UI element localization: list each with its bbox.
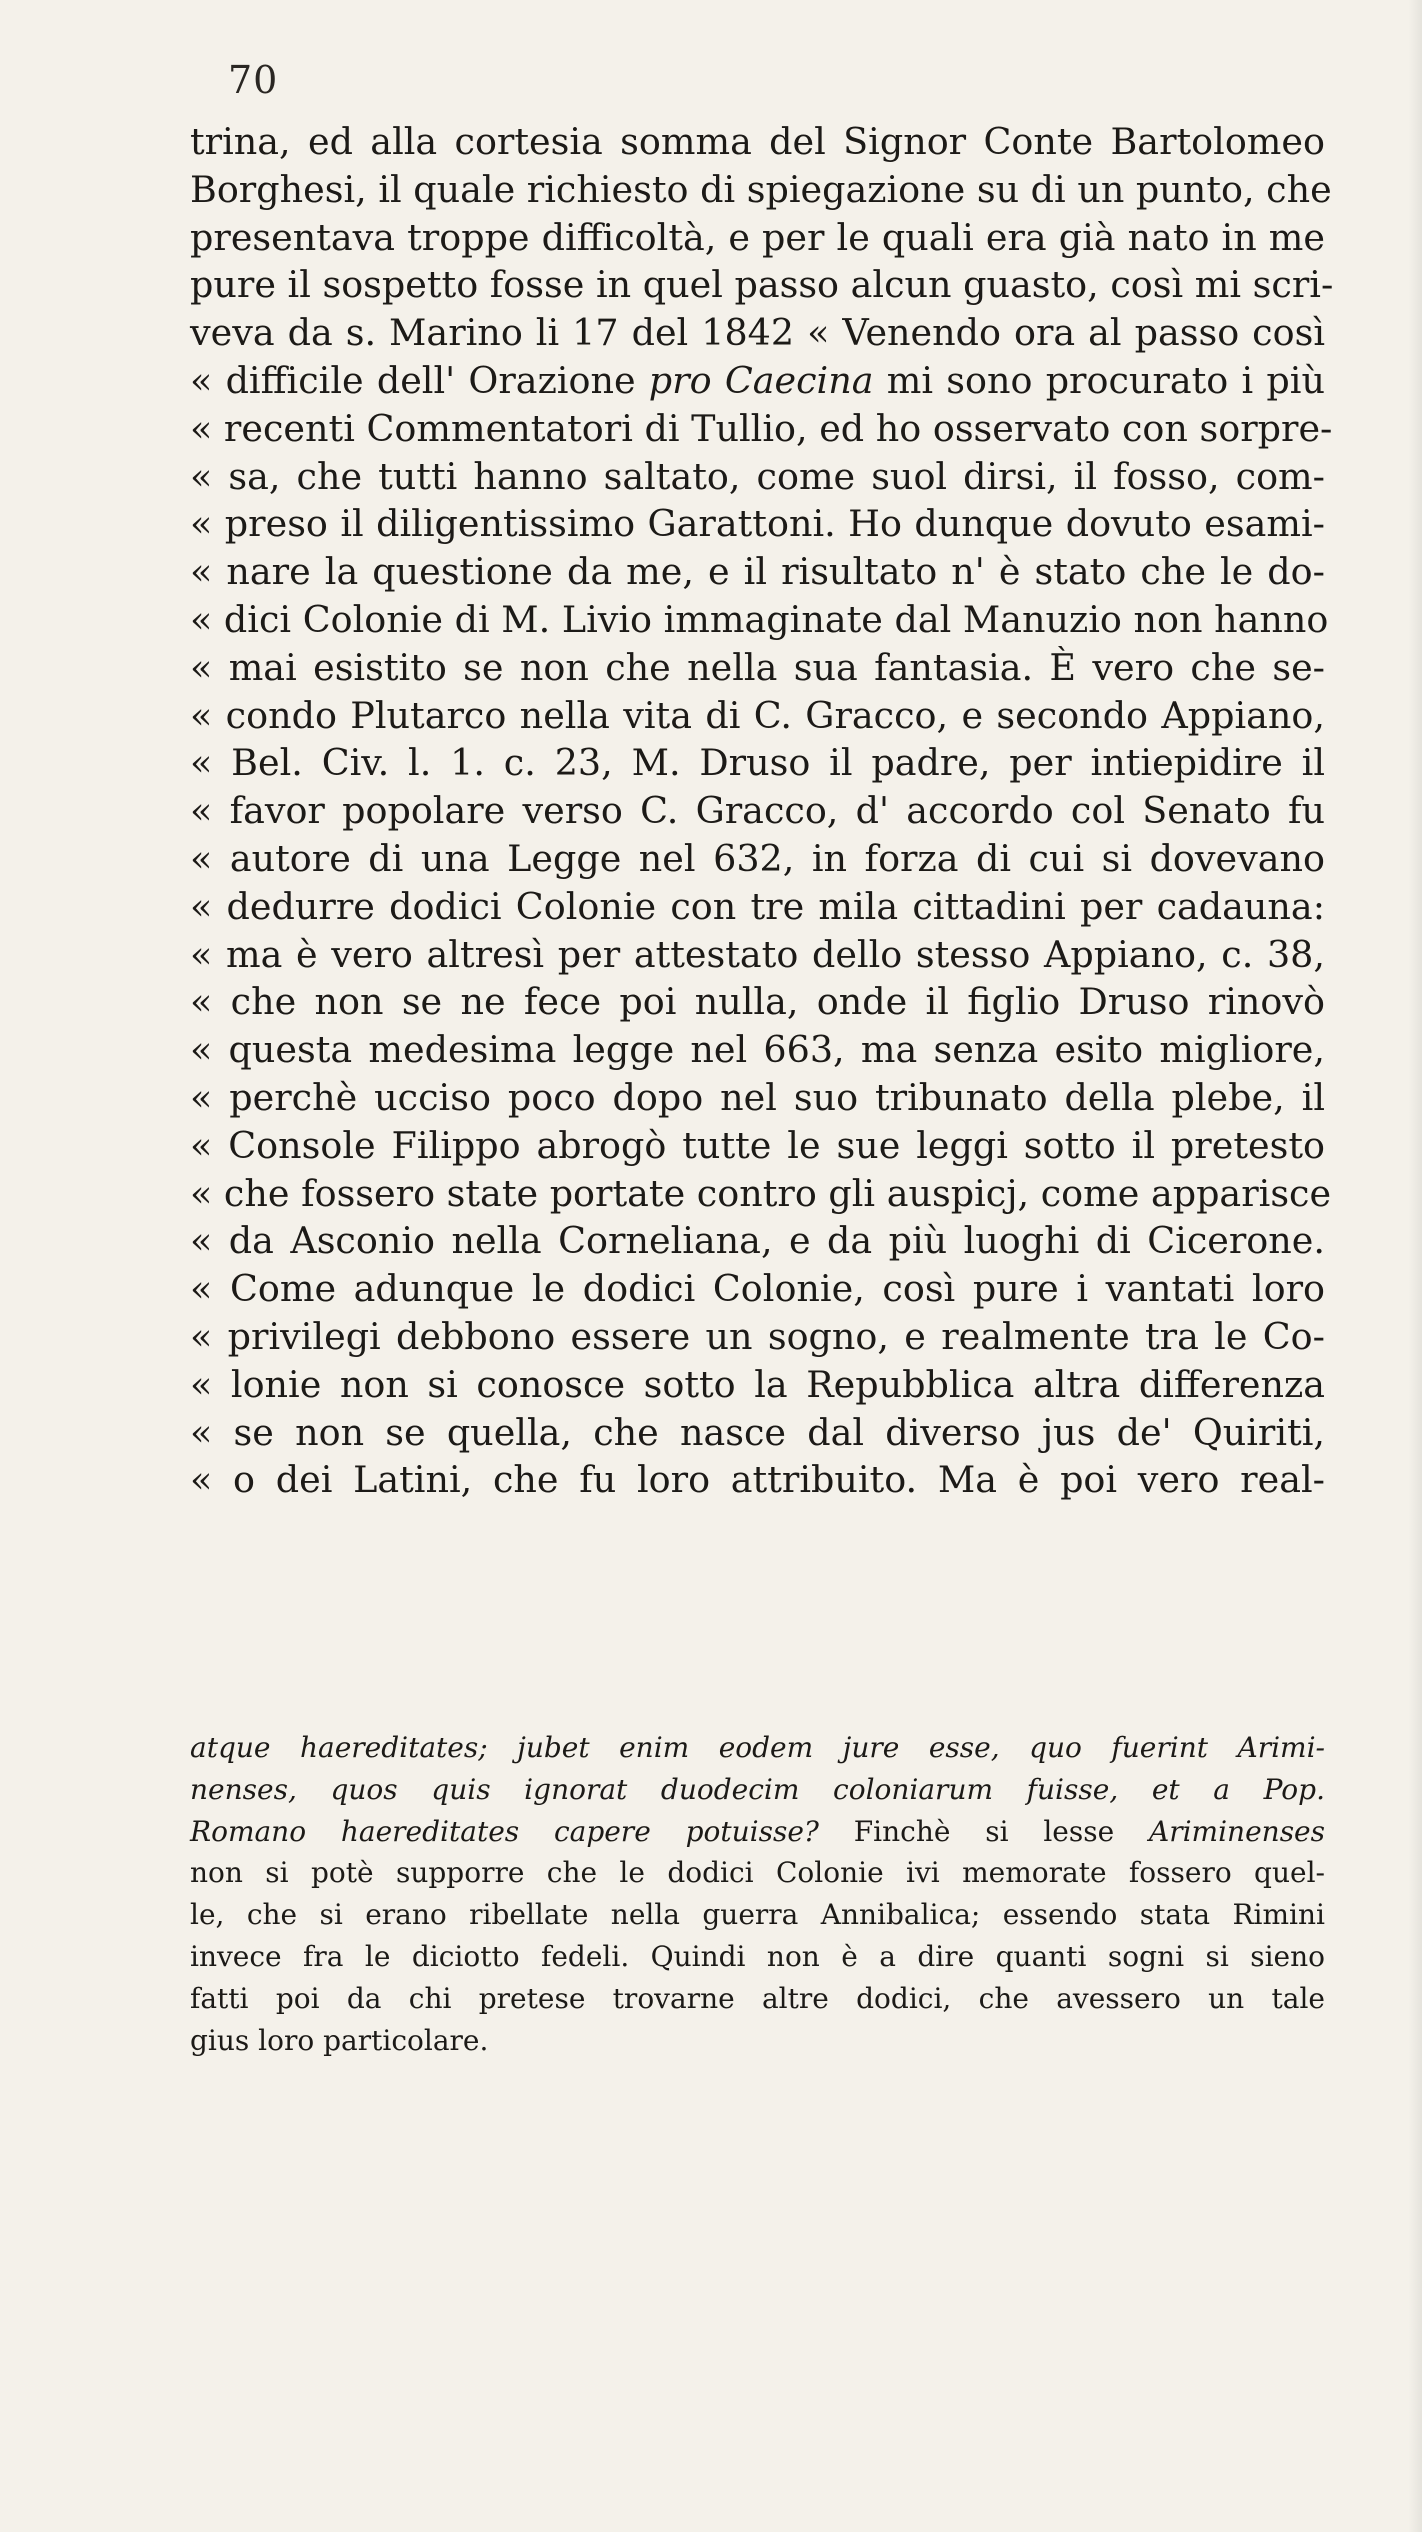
text-segment: gius loro particolare. — [190, 2023, 489, 2057]
text-segment: Borghesi, il quale richiesto di spiegazione su di un punto, che — [190, 167, 1332, 211]
text-segment: veva da s. Marino li 17 del 1842 « Venendo ora al passo così — [190, 311, 1325, 355]
body-line — [190, 548, 1325, 596]
text-segment: « ma è vero altresì per attestato dello stesso Appiano, c. 38, — [190, 932, 1325, 976]
footnote-line — [190, 1769, 1325, 1811]
italic-text-segment: pro Caecina — [648, 358, 874, 402]
body-line — [190, 739, 1325, 787]
text-segment: invece fra le diciotto fedeli. Quindi non è a dire quanti sogni si sieno — [190, 1939, 1325, 1973]
text-segment: « Console Filippo abrogò tutte le sue leggi sotto il pretesto — [190, 1123, 1325, 1167]
text-segment: « mai esistito se non che nella sua fantasia. È vero che se- — [190, 645, 1325, 689]
body-line — [190, 1170, 1332, 1218]
text-segment: « Bel. Civ. l. 1. c. 23, M. Druso il padre, per intiepidire il — [190, 741, 1325, 785]
text-segment: « perchè ucciso poco dopo nel suo tribunato della plebe, il — [190, 1075, 1325, 1119]
text-segment: fatti poi da chi pretese trovarne altre dodici, che avessero un tale — [190, 1981, 1325, 2015]
body-line — [190, 1074, 1325, 1122]
body-line — [190, 309, 1325, 357]
body-line — [190, 357, 1325, 405]
text-segment: « favor popolare verso C. Gracco, d' accordo col Senato fu — [190, 789, 1325, 833]
text-segment: « sa, che tutti hanno saltato, come suol dirsi, il fosso, com- — [190, 454, 1325, 498]
body-line — [190, 787, 1325, 835]
text-segment: « se non se quella, che nasce dal diverso jus de' Quiriti, — [190, 1410, 1325, 1454]
body-line — [190, 405, 1333, 453]
body-line — [190, 835, 1325, 883]
footnote-line — [190, 1978, 1325, 2020]
text-segment: « autore di una Legge nel 632, in forza di cui si dovevano — [190, 836, 1325, 880]
footnote-line — [190, 1936, 1325, 1978]
text-segment: « o dei Latini, che fu loro attribuito. Ma è poi vero real- — [190, 1458, 1325, 1502]
text-segment: « questa medesima legge nel 663, ma senza esito migliore, — [190, 1028, 1325, 1072]
text-segment: « che fossero state portate contro gli auspicj, come apparisce — [190, 1171, 1332, 1215]
text-segment: non si potè supporre che le dodici Colonie ivi memorate fossero quel- — [190, 1856, 1325, 1890]
body-line — [190, 883, 1325, 931]
text-segment: Finchè si lesse — [818, 1814, 1149, 1848]
italic-text-segment: Ariminenses — [1148, 1814, 1325, 1848]
italic-text-segment: Romano haereditates capere potuisse? — [190, 1814, 819, 1848]
body-line — [190, 692, 1325, 740]
text-segment: « difficile dell' Orazione — [190, 358, 649, 402]
text-segment: pure il sospetto fosse in quel passo alcun guasto, così mi scri- — [190, 263, 1334, 307]
text-segment: mi sono procurato i più — [873, 358, 1325, 402]
text-segment: « dici Colonie di M. Livio immaginate dal Manuzio non hanno — [190, 597, 1329, 641]
text-segment: « nare la questione da me, e il risultato n' è stato che le do- — [190, 550, 1325, 594]
body-line — [190, 118, 1325, 166]
body-line — [190, 261, 1334, 309]
text-segment: « lonie non si conosce sotto la Repubblica altra differenza — [190, 1362, 1325, 1406]
body-line — [190, 1026, 1325, 1074]
italic-text-segment: nenses, quos quis ignorat duodecim coloniarum fuisse, et a Pop. — [190, 1772, 1325, 1806]
body-line — [190, 1409, 1325, 1457]
page-number: 70 — [228, 58, 279, 102]
body-line — [190, 1361, 1325, 1409]
text-segment: « Come adunque le dodici Colonie, così pure i vantati loro — [190, 1267, 1325, 1311]
body-line — [190, 1122, 1325, 1170]
footnote-line — [190, 1852, 1325, 1894]
body-line — [190, 644, 1325, 692]
text-segment: « da Asconio nella Corneliana, e da più luoghi di Cicerone. — [190, 1219, 1325, 1263]
text-segment: « che non se ne fece poi nulla, onde il figlio Druso rinovò — [190, 980, 1325, 1024]
body-line — [190, 1456, 1325, 1504]
footnote-line — [190, 1894, 1325, 1936]
text-segment: « recenti Commentatori di Tullio, ed ho osservato con sorpre- — [190, 406, 1333, 450]
body-line — [190, 931, 1325, 979]
body-line — [190, 1313, 1325, 1361]
text-segment: « condo Plutarco nella vita di C. Gracco, e secondo Appiano, — [190, 693, 1325, 737]
body-line — [190, 453, 1325, 501]
body-line — [190, 978, 1325, 1026]
text-segment: « dedurre dodici Colonie con tre mila cittadini per cadauna: — [190, 884, 1325, 928]
text-segment: presentava troppe difficoltà, e per le quali era già nato in me — [190, 215, 1325, 259]
body-line — [190, 1265, 1325, 1313]
italic-text-segment: atque haereditates; jubet enim eodem jure esse, quo fuerint Arimi- — [190, 1731, 1325, 1764]
body-line — [190, 596, 1329, 644]
footnote-line — [190, 1811, 1325, 1853]
body-line — [190, 166, 1332, 214]
footnote-line — [190, 2020, 1325, 2062]
main-body-text — [190, 118, 1334, 1504]
footnote-text — [190, 1727, 1325, 2061]
text-segment: trina, ed alla cortesia somma del Signor Conte Bartolomeo — [190, 120, 1325, 163]
footnote-line — [190, 1727, 1325, 1769]
body-line — [190, 500, 1325, 548]
page-edge-shadow — [1408, 0, 1422, 2532]
text-segment: le, che si erano ribellate nella guerra Annibalica; essendo stata Rimini — [190, 1898, 1325, 1932]
body-line — [190, 214, 1325, 262]
body-line — [190, 1217, 1325, 1265]
text-segment: « privilegi debbono essere un sogno, e realmente tra le Co- — [190, 1314, 1325, 1358]
text-segment: « preso il diligentissimo Garattoni. Ho dunque dovuto esami- — [190, 502, 1325, 546]
